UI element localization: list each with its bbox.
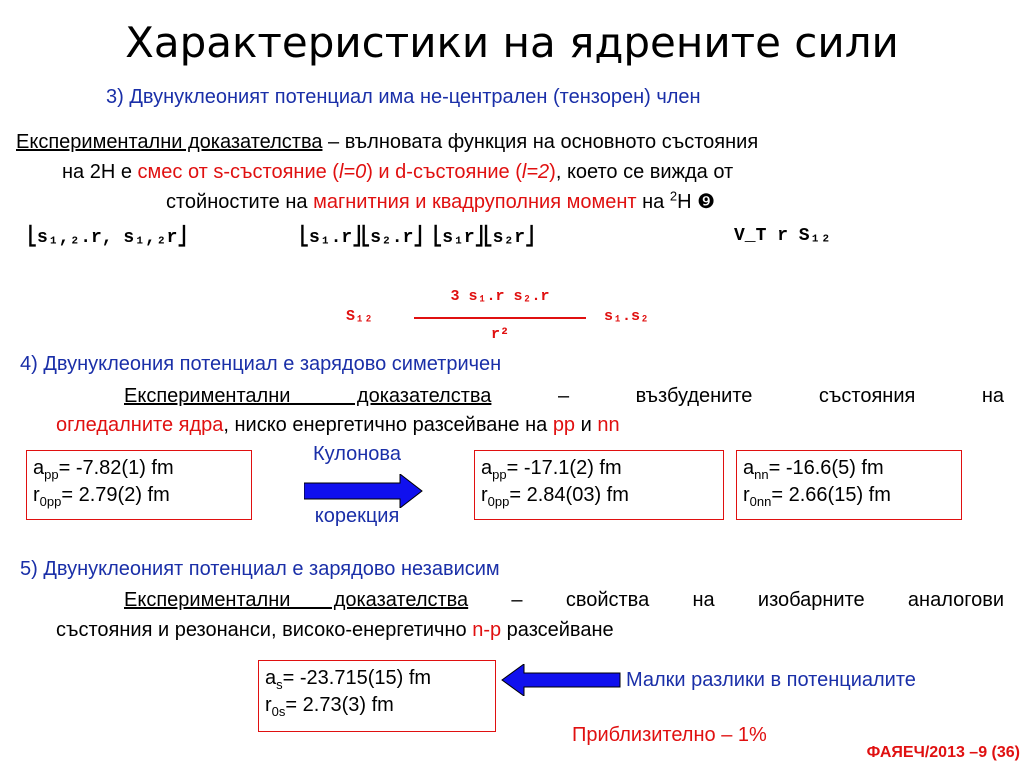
nn-values-box — [736, 450, 962, 520]
line-text: – възбудените състояния на — [557, 385, 1005, 407]
line-text: стойностите на — [166, 191, 314, 213]
l-two: l=2 — [521, 161, 550, 183]
red-text: огледалните ядра — [56, 414, 224, 436]
pp-corrected-box — [474, 450, 724, 520]
line-text: , което се вижда от — [555, 161, 734, 183]
nn-text: nn — [597, 414, 620, 436]
fraction-bar — [414, 317, 586, 319]
evidence-label: Експериментални доказателства — [16, 131, 323, 153]
evidence-label: Експериментални доказателства — [124, 385, 492, 407]
effective-range-pp-corrected: $r_{0pp}= 2.84(03)$ fm — [481, 484, 629, 509]
small-differences-label: Малки разлики в потенциалите — [626, 669, 916, 691]
section-3-heading: 3) Двунуклеоният потенциал има не-централен (тензорен) член — [106, 86, 701, 108]
footer-page-ref: ФАЯЕЧ/2013 –9 (36) — [866, 744, 1020, 761]
formula-vt: V_T r S₁₂ — [734, 226, 832, 246]
pp-text: pp — [552, 414, 576, 436]
line-text: H ❾ — [677, 191, 715, 213]
scattering-length-pp-corrected: $a_{pp}= -17.1(2)$ fm — [481, 457, 622, 482]
red-text: смес от s-състояние ( — [137, 161, 339, 183]
coulomb-label-bottom: корекция — [314, 505, 400, 527]
formula-s12-numerator: 3 s₁.r s₂.r — [450, 288, 550, 305]
red-text: ) и d-състояние ( — [366, 161, 522, 183]
formula-tensor-terms: ⎣s₁.r⎦⎣s₂.r⎦ ⎣s₁r⎦⎣s₂r⎦ — [300, 228, 535, 248]
line-text: , ниско енергетично разсейване на — [223, 414, 553, 436]
line-text: – вълновата функция на основното състояния — [322, 131, 759, 153]
formula-s12-denominator: r² — [490, 326, 509, 343]
pp-values-box — [26, 450, 252, 520]
coulomb-label-top: Кулонова — [313, 443, 401, 465]
effective-range-pp: $r_{0pp}= 2.79(2)$ fm — [33, 484, 170, 509]
section-5-line-1 — [124, 587, 1004, 613]
superscript: 2 — [669, 188, 678, 204]
scattering-length-nn: $a_{nn}= -16.6(5)$ fm — [743, 457, 884, 482]
line-text: състояния и резонанси, високо-енергетично — [56, 619, 473, 641]
section-3-line-2 — [62, 159, 1022, 185]
line-text: и — [575, 414, 598, 436]
approximately-label: Приблизително – 1% — [572, 724, 767, 746]
formula-s12-rhs: s₁.s₂ — [604, 308, 650, 325]
effective-range-np: $r_{0s}= 2.73(3)$ fm — [265, 694, 394, 719]
section-4-line-1 — [124, 383, 1004, 409]
np-values-box — [258, 660, 496, 732]
line-text: – свойства на изобарните аналогови — [468, 589, 1004, 611]
formula-s12-lhs: S₁₂ — [346, 308, 374, 325]
line-text: на — [636, 191, 670, 213]
evidence-label: Експериментални доказателства — [124, 589, 469, 611]
section-4-heading: 4) Двунуклеония потенциал е зарядово симетричен — [20, 353, 502, 375]
section-5-heading: 5) Двунуклеоният потенциал е зарядово независим — [20, 558, 500, 580]
left-arrow-icon — [500, 664, 622, 696]
red-text: магнитния и квадруполния момент — [313, 191, 637, 213]
section-3-line-1 — [16, 129, 1016, 155]
np-text: n-p — [472, 619, 502, 641]
red-text: ) — [549, 161, 556, 183]
line-text: разсейване — [501, 619, 614, 641]
line-text: на 2H е — [62, 161, 138, 183]
effective-range-nn: $r_{0nn}= 2.66(15)$ fm — [743, 484, 891, 509]
section-4-line-2 — [56, 412, 956, 438]
section-3-line-3 — [166, 189, 1024, 215]
l-zero: l=0 — [338, 161, 367, 183]
section-5-line-2 — [56, 617, 956, 643]
formula-operators: ⎣s₁,₂.r, s₁,₂r⎦ — [28, 228, 187, 248]
slide-title: Характеристики на ядрените сили — [125, 18, 899, 67]
scattering-length-np: $a_s= -23.715(15)$ fm — [265, 667, 432, 692]
scattering-length-pp: $a_{pp}= -7.82(1)$ fm — [33, 457, 174, 482]
